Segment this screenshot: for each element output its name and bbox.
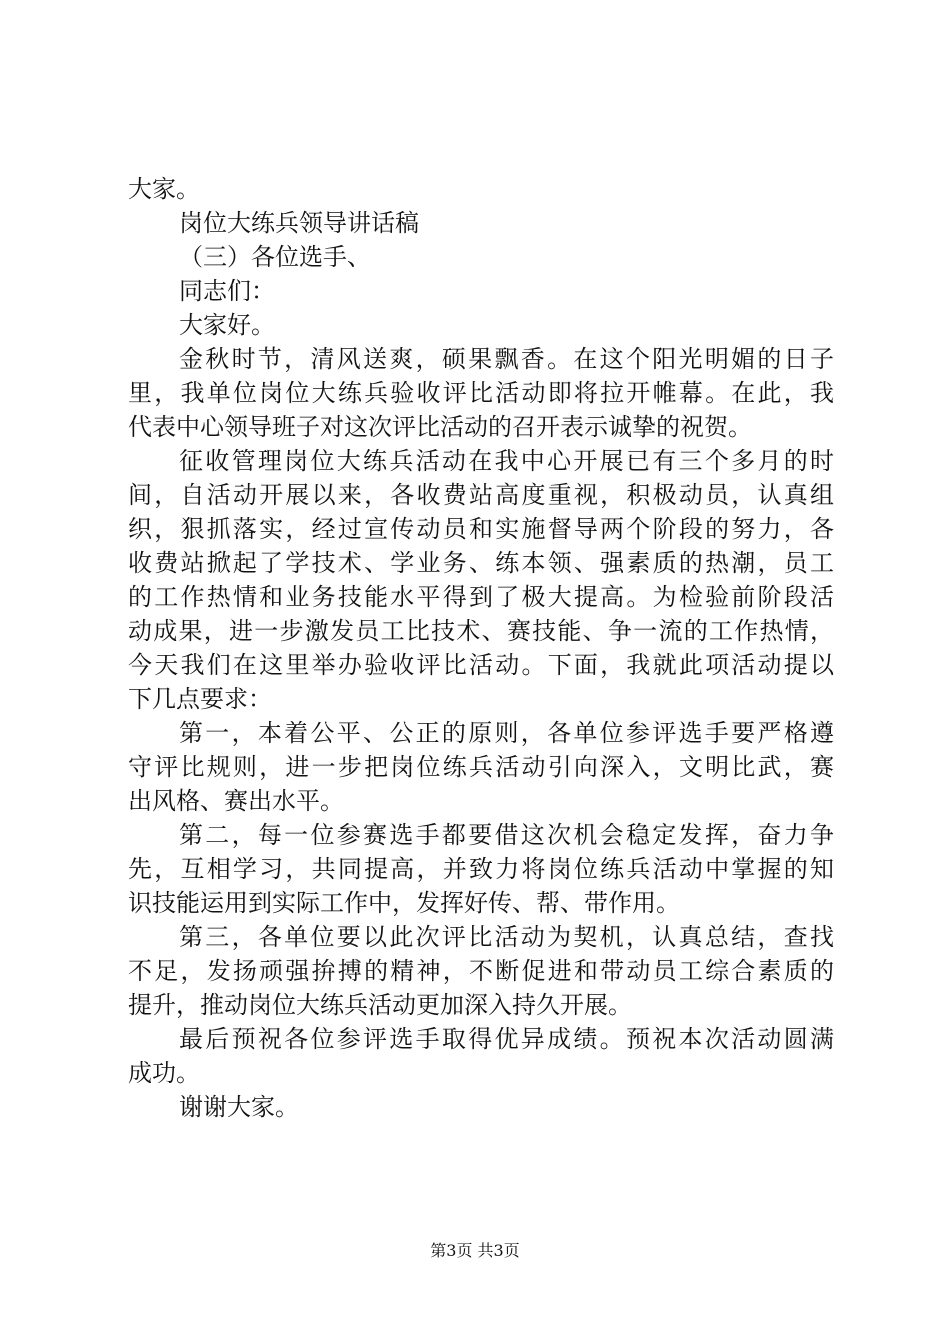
- salutation-line: （三）各位选手、: [179, 243, 371, 271]
- paragraph-line: 先，互相学习，共同提高，并致力将岗位练兵活动中掌握的知: [128, 855, 834, 883]
- speech-body: [128, 172, 834, 1124]
- closing-line: 谢谢大家。: [179, 1093, 299, 1121]
- page-number-footer: 第3页 共3页: [430, 1241, 520, 1260]
- paragraph-line: 出风格、赛出水平。: [128, 787, 344, 815]
- paragraph-line: 成功。: [128, 1059, 200, 1087]
- greeting-line: 大家好。: [179, 311, 275, 339]
- paragraph-line: 织，狠抓落实，经过宣传动员和实施督导两个阶段的努力，各: [128, 515, 834, 543]
- paragraph-line: 守评比规则，进一步把岗位练兵活动引向深入，文明比武，赛: [128, 753, 834, 781]
- paragraph-line: 识技能运用到实际工作中，发挥好传、帮、带作用。: [128, 889, 680, 917]
- paragraph-line: 下几点要求：: [128, 685, 272, 713]
- paragraph-line: 间，自活动开展以来，各收费站高度重视，积极动员，认真组: [128, 481, 834, 509]
- paragraph-line: 第三，各单位要以此次评比活动为契机，认真总结，查找: [179, 923, 834, 951]
- paragraph-line: 的工作热情和业务技能水平得到了极大提高。为检验前阶段活: [128, 583, 834, 611]
- paragraph-line: 里，我单位岗位大练兵验收评比活动即将拉开帷幕。在此，我: [128, 379, 834, 407]
- paragraph-line: 动成果，进一步激发员工比技术、赛技能、争一流的工作热情，: [128, 617, 834, 645]
- document-title: 岗位大练兵领导讲话稿: [179, 209, 419, 237]
- paragraph-line: 第二，每一位参赛选手都要借这次机会稳定发挥，奋力争: [179, 821, 834, 849]
- paragraph-line: 代表中心领导班子对这次评比活动的召开表示诚挚的祝贺。: [128, 413, 752, 441]
- salutation-line: 同志们：: [179, 277, 275, 305]
- paragraph-line: 征收管理岗位大练兵活动在我中心开展已有三个多月的时: [179, 447, 834, 475]
- paragraph-line: 金秋时节，清风送爽，硕果飘香。在这个阳光明媚的日子: [179, 345, 834, 373]
- paragraph-line: 第一，本着公平、公正的原则，各单位参评选手要严格遵: [179, 719, 834, 747]
- paragraph-line: 不足，发扬顽强拚搏的精神，不断促进和带动员工综合素质的: [128, 957, 834, 985]
- paragraph-line: 最后预祝各位参评选手取得优异成绩。预祝本次活动圆满: [179, 1025, 834, 1053]
- text-line: 大家。: [128, 175, 200, 203]
- paragraph-line: 提升，推动岗位大练兵活动更加深入持久开展。: [128, 991, 632, 1019]
- paragraph-line: 收费站掀起了学技术、学业务、练本领、强素质的热潮，员工: [128, 549, 834, 577]
- paragraph-line: 今天我们在这里举办验收评比活动。下面，我就此项活动提以: [128, 651, 834, 679]
